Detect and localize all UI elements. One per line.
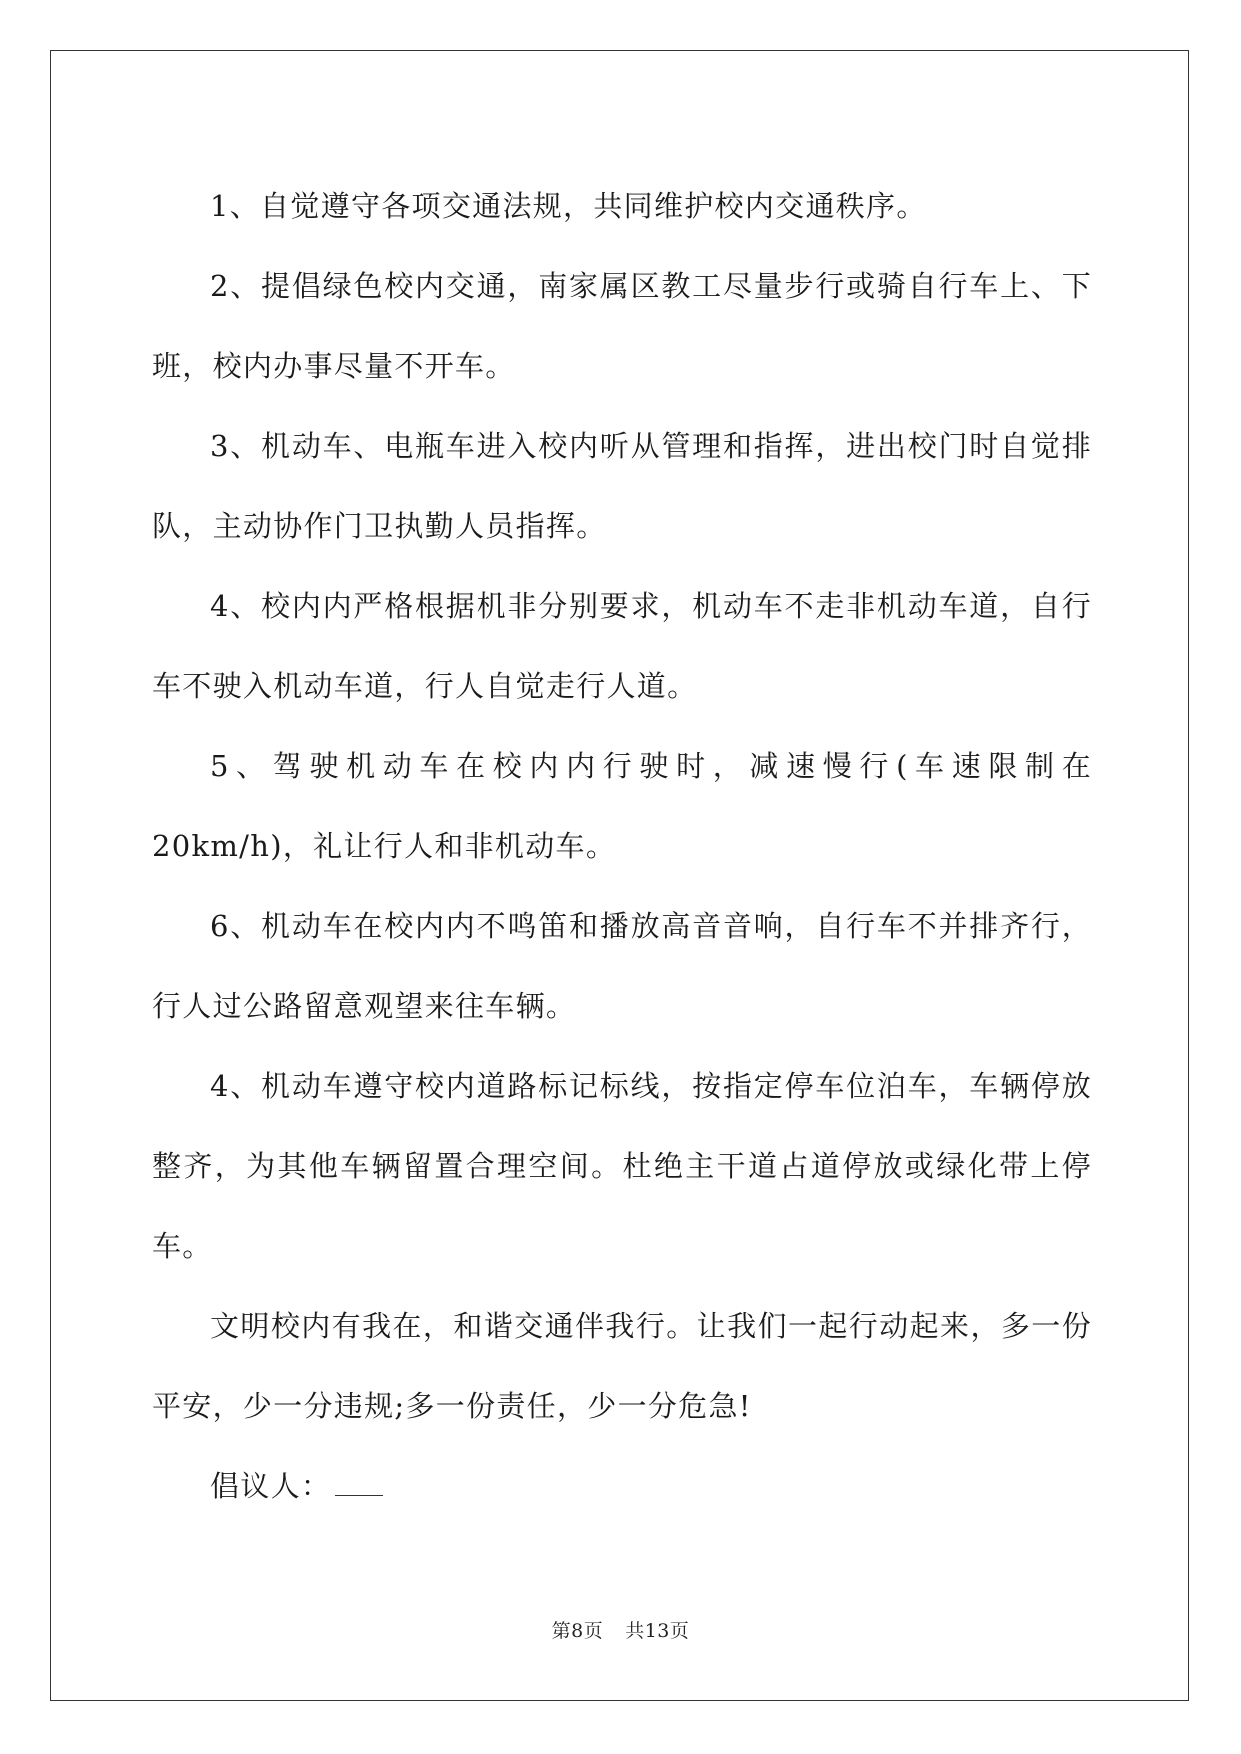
page-number-total: 共13页 (625, 1620, 690, 1642)
paragraph-2: 2、提倡绿色校内交通，南家属区教工尽量步行或骑自行车上、下班，校内办事尽量不开车。 (152, 269, 1092, 383)
signature-blank (335, 1473, 383, 1496)
paragraph-closing: 文明校内有我在，和谐交通伴我行。让我们一起行动起来，多一份平安，少一分违规;多一份责任，少一分危急! (152, 1309, 1092, 1423)
signature-label: 倡议人： (210, 1469, 332, 1503)
signature-line-row (152, 1446, 1092, 1526)
paragraph-6: 6、机动车在校内内不鸣笛和播放高音音响，自行车不并排齐行，行人过公路留意观望来往车辆。 (152, 909, 1092, 1023)
paragraph-7: 4、机动车遵守校内道路标记标线，按指定停车位泊车，车辆停放整齐，为其他车辆留置合理空间。杜绝主干道占道停放或绿化带上停车。 (152, 1069, 1092, 1263)
paragraph-5: 5、驾驶机动车在校内内行驶时，减速慢行(车速限制在20km/h)，礼让行人和非机动车。 (152, 749, 1092, 863)
page-footer (0, 1616, 1241, 1643)
paragraph-4: 4、校内内严格根据机非分别要求，机动车不走非机动车道，自行车不驶入机动车道，行人自觉走行人道。 (152, 589, 1092, 703)
document-body (152, 166, 1092, 1526)
page-number-current: 第8页 (551, 1620, 604, 1642)
paragraph-3: 3、机动车、电瓶车进入校内听从管理和指挥，进出校门时自觉排队，主动协作门卫执勤人员指挥。 (152, 429, 1092, 543)
paragraph-1: 1、自觉遵守各项交通法规，共同维护校内交通秩序。 (210, 189, 927, 223)
